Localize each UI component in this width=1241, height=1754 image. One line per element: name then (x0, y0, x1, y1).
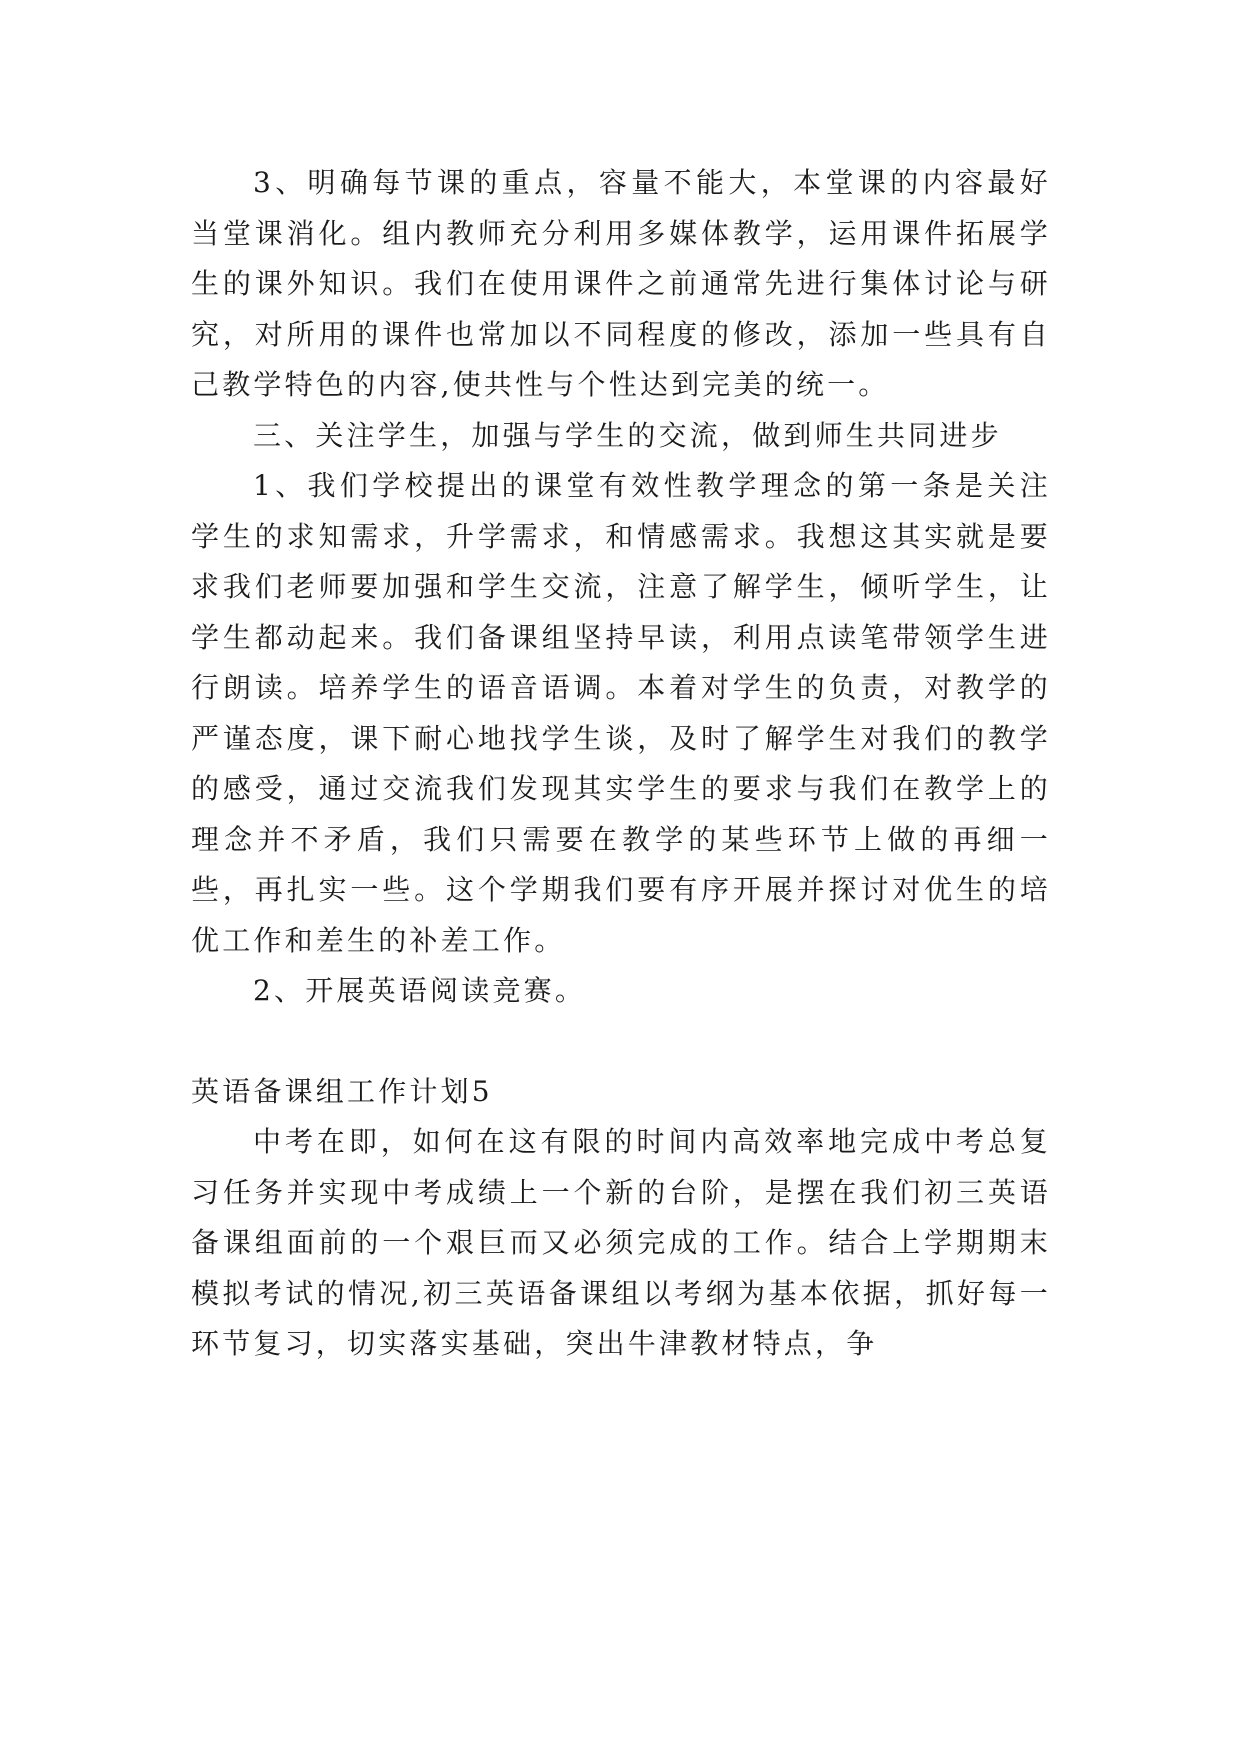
paragraph-exam-review: 中考在即，如何在这有限的时间内高效率地完成中考总复习任务并实现中考成绩上一个新的台阶，是摆在我们初三英语备课组面前的一个艰巨而又必须完成的工作。结合上学期期末模拟考试的情况,初三英语备课组以考纲为基本依据，抓好每一环节复习，切实落实基础，突出牛津教材特点，争 (191, 1125, 1051, 1360)
paragraph-lesson-focus: 3、明确每节课的重点，容量不能大，本堂课的内容最好当堂课消化。组内教师充分利用多媒体教学，运用课件拓展学生的课外知识。我们在使用课件之前通常先进行集体讨论与研究，对所用的课件也常加以不同程度的修改，添加一些具有自己教学特色的内容,使共性与个性达到完美的统一。 (191, 166, 1051, 401)
paragraph-heading-care-students: 三、关注学生，加强与学生的交流，做到师生共同进步 (253, 418, 1002, 452)
paragraph-reading-contest: 2、开展英语阅读竞赛。 (253, 974, 587, 1007)
document-body (191, 158, 1051, 1370)
section-title: 英语备课组工作计划5 (191, 1074, 493, 1108)
paragraph-student-needs: 1、我们学校提出的课堂有效性教学理念的第一条是关注学生的求知需求，升学需求，和情感需求。我想这其实就是要求我们老师要加强和学生交流，注意了解学生，倾听学生，让学生都动起来。我们备课组坚持早读，利用点读笔带领学生进行朗读。培养学生的语音语调。本着对学生的负责，对教学的严谨态度，课下耐心地找学生谈，及时了解学生对我们的教学的感受，通过交流我们发现其实学生的要求与我们在教学上的理念并不矛盾，我们只需要在教学的某些环节上做的再细一些，再扎实一些。这个学期我们要有序开展并探讨对优生的培优工作和差生的补差工作。 (191, 469, 1051, 957)
